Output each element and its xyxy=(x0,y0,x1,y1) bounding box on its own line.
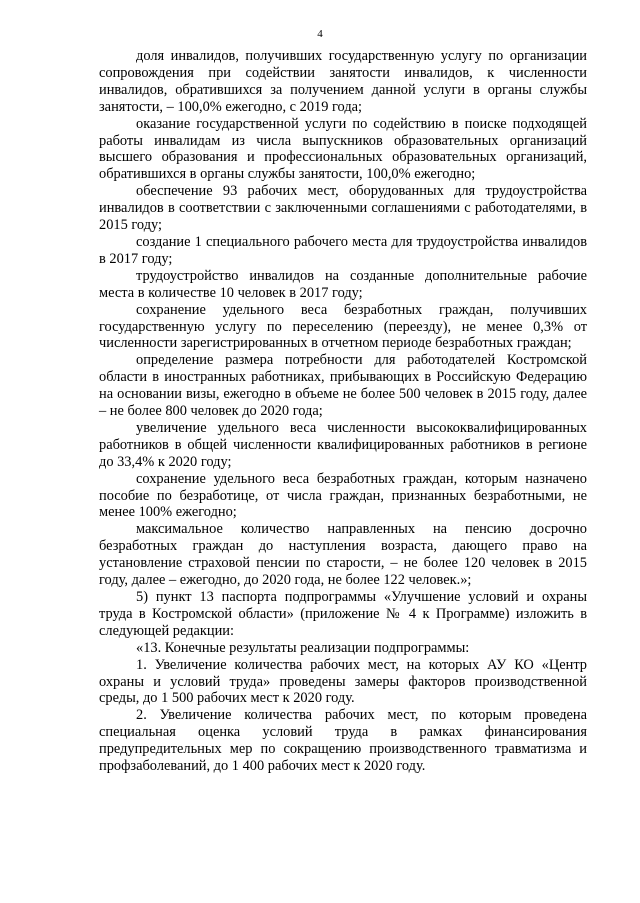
paragraph: 5) пункт 13 паспорта подпрограммы «Улучшение условий и охраны труда в Костромской области» (приложение № 4 к Программе) изложить в следующей редакции: xyxy=(99,589,587,639)
paragraph: трудоустройство инвалидов на созданные дополнительные рабочие места в количестве 10 человек в 2017 году; xyxy=(99,267,587,301)
paragraph: оказание государственной услуги по содействию в поиске подходящей работы инвалидам из числа выпускников образовательных организаций высшего образования и профессиональных образовательных организаций, обратившихся в органы службы занятости, 100,0% ежегодно; xyxy=(99,115,587,183)
paragraph: обеспечение 93 рабочих мест, оборудованных для трудоустройства инвалидов в соответствии с заключенными соглашениями с работодателями, в 2015 году; xyxy=(99,183,587,234)
document-body xyxy=(99,48,587,775)
paragraph: увеличение удельного веса численности высококвалифицированных работников в общей численности квалифицированных работников в регионе до 33,4% к 2020 году; xyxy=(99,419,587,470)
paragraph: максимальное количество направленных на пенсию досрочно безработных граждан до наступления возраста, дающего право на установление страховой пенсии по старости, – не более 120 человек в 2015 году, далее – ежегодно, до 2020 года, не более 122 человек.»; xyxy=(99,521,587,589)
paragraph: «13. Конечные результаты реализации подпрограммы: xyxy=(136,639,470,656)
paragraph: сохранение удельного веса безработных граждан, получивших государственную услугу по переселению (переезду), не менее 0,3% от численности зарегистрированных в отчетном периоде безработных граждан; xyxy=(99,301,587,352)
paragraph: сохранение удельного веса безработных граждан, которым назначено пособие по безработице, от числа граждан, признанных безработными, не менее 100% ежегодно; xyxy=(99,470,587,521)
paragraph: определение размера потребности для работодателей Костромской области в иностранных работниках, прибывающих в Российскую Федерацию на основании визы, ежегодно в объеме не более 500 человек в 2015 году, далее – не более 800 человек до 2020 года; xyxy=(99,352,587,420)
page-number: 4 xyxy=(317,28,323,40)
paragraph: 2. Увеличение количества рабочих мест, по которым проведена специальная оценка условий труда в рамках финансирования предупредительных мер по сокращению производственного травматизма и профзаболеваний, до 1 400 рабочих мест к 2020 году. xyxy=(99,707,587,775)
paragraph: доля инвалидов, получивших государственную услугу по организации сопровождения при содействии занятости инвалидов, к численности инвалидов, обратившихся за получением данной услуги в органы службы занятости, – 100,0% ежегодно, с 2019 года; xyxy=(99,48,587,115)
paragraph: 1. Увеличение количества рабочих мест, на которых АУ КО «Центр охраны и условий труда» проведены замеры факторов производственной среды, до 1 500 рабочих мест к 2020 году. xyxy=(99,656,587,707)
paragraph: создание 1 специального рабочего места для трудоустройства инвалидов в 2017 году; xyxy=(99,233,587,267)
